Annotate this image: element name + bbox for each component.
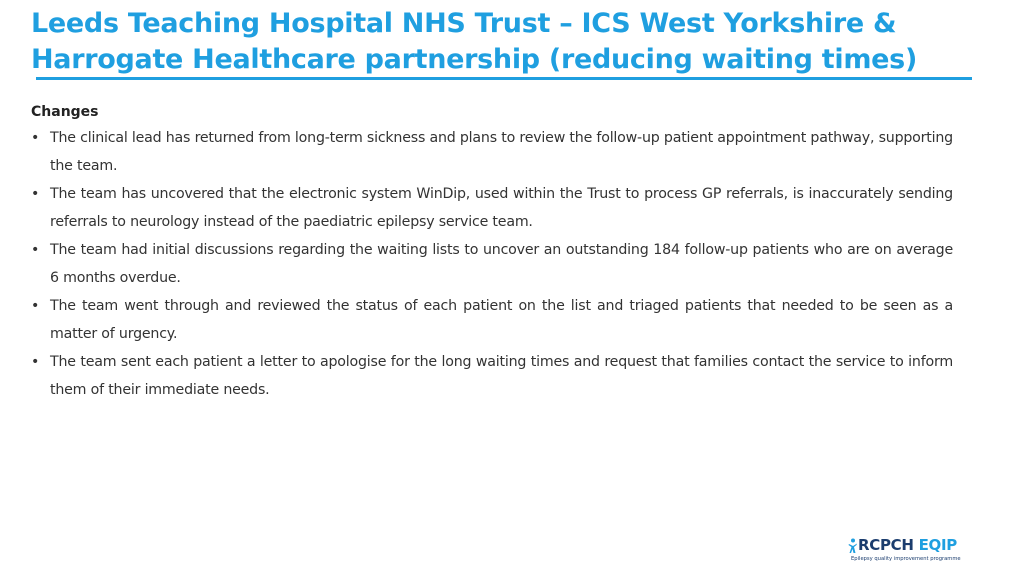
bullet-icon: • — [31, 298, 40, 314]
list-item-text: The team went through and reviewed the status of each patient on the list and triaged patients that needed to be seen as a matter of urgency. — [50, 298, 953, 342]
rcpch-figure-icon — [848, 538, 858, 554]
section-heading: Changes — [31, 104, 99, 120]
logo-tagline: Epilepsy quality improvement programme — [851, 556, 961, 562]
slide-title: Leeds Teaching Hospital NHS Trust – ICS West Yorkshire & Harrogate Healthcare partnership (reducing waiting times) — [31, 8, 917, 75]
logo-brand-rcpch: RCPCH — [858, 536, 914, 554]
list-item — [31, 124, 953, 180]
changes-list — [31, 124, 953, 404]
logo-brand-eqip: EQIP — [918, 536, 957, 554]
list-item — [31, 348, 953, 404]
list-item-text: The team had initial discussions regarding the waiting lists to uncover an outstanding 184 follow-up patients who are on average 6 months overdue. — [50, 242, 953, 286]
list-item-text: The clinical lead has returned from long-term sickness and plans to review the follow-up patient appointment pathway, supporting the team. — [50, 130, 953, 174]
bullet-icon: • — [31, 186, 40, 202]
list-item — [31, 292, 953, 348]
logo-wordmark — [858, 535, 957, 555]
list-item-text: The team has uncovered that the electronic system WinDip, used within the Trust to process GP referrals, is inaccurately sending referrals to neurology instead of the paediatric epilepsy service team. — [50, 186, 953, 230]
bullet-icon: • — [31, 354, 40, 370]
rcpch-eqip-logo — [848, 536, 980, 566]
bullet-icon: • — [31, 242, 40, 258]
list-item — [31, 236, 953, 292]
bullet-icon: • — [31, 130, 40, 146]
title-underline — [36, 77, 972, 80]
list-item-text: The team sent each patient a letter to apologise for the long waiting times and request that families contact the service to inform them of their immediate needs. — [50, 354, 953, 398]
list-item — [31, 180, 953, 236]
